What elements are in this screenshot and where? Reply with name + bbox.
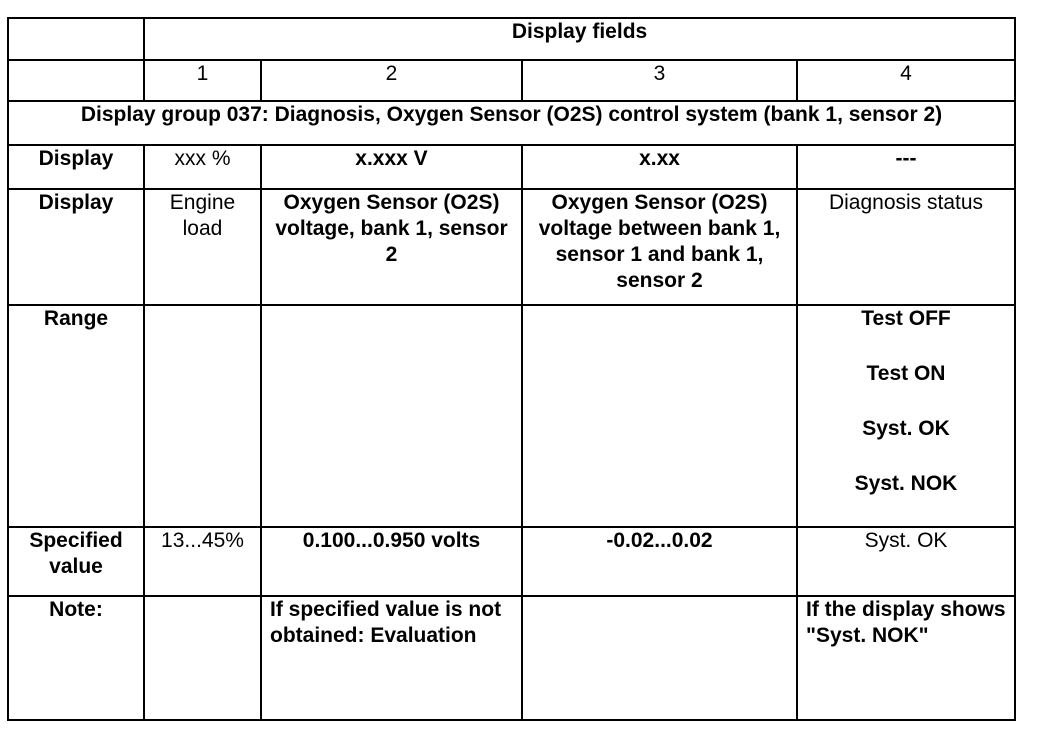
column-number-4: 4 bbox=[797, 60, 1015, 101]
row-label-range: Range bbox=[8, 305, 144, 527]
note-3 bbox=[522, 596, 797, 720]
row-label-specified: Specified value bbox=[8, 527, 144, 596]
group-title: Display group 037: Diagnosis, Oxygen Sensor (O2S) control system (bank 1, sensor 2) bbox=[8, 101, 1015, 145]
empty-corner-cell bbox=[8, 18, 144, 60]
range-3 bbox=[522, 305, 797, 527]
display-desc-4: Diagnosis status bbox=[797, 189, 1015, 305]
column-number-3: 3 bbox=[522, 60, 797, 101]
display-format-3: x.xx bbox=[522, 145, 797, 189]
range-list bbox=[806, 306, 1006, 526]
note-4: If the display shows "Syst. NOK" bbox=[797, 596, 1015, 720]
specified-2: 0.100...0.950 volts bbox=[261, 527, 522, 596]
empty-label-cell bbox=[8, 60, 144, 101]
range-syst-nok: Syst. NOK bbox=[854, 472, 958, 495]
display-desc-2: Oxygen Sensor (O2S) voltage, bank 1, sensor 2 bbox=[261, 189, 522, 305]
display-format-4: --- bbox=[797, 145, 1015, 189]
row-label-display-format: Display bbox=[8, 145, 144, 189]
note-1 bbox=[144, 596, 261, 720]
display-fields-header: Display fields bbox=[144, 18, 1015, 60]
specified-4: Syst. OK bbox=[797, 527, 1015, 596]
range-syst-ok: Syst. OK bbox=[862, 417, 950, 440]
display-desc-1: Engine load bbox=[144, 189, 261, 305]
column-number-1: 1 bbox=[144, 60, 261, 101]
specified-3: -0.02...0.02 bbox=[522, 527, 797, 596]
display-format-2: x.xxx V bbox=[261, 145, 522, 189]
range-test-on: Test ON bbox=[866, 362, 946, 385]
display-format-1: xxx % bbox=[144, 145, 261, 189]
range-4 bbox=[797, 305, 1015, 527]
row-label-display-desc: Display bbox=[8, 189, 144, 305]
note-2: If specified value is not obtained: Evaluation bbox=[261, 596, 522, 720]
display-desc-3: Oxygen Sensor (O2S) voltage between bank 1, sensor 1 and bank 1, sensor 2 bbox=[522, 189, 797, 305]
range-test-off: Test OFF bbox=[861, 307, 951, 330]
range-2 bbox=[261, 305, 522, 527]
row-label-note: Note: bbox=[8, 596, 144, 720]
display-group-table bbox=[7, 17, 1016, 721]
specified-1: 13...45% bbox=[144, 527, 261, 596]
column-number-2: 2 bbox=[261, 60, 522, 101]
range-1 bbox=[144, 305, 261, 527]
